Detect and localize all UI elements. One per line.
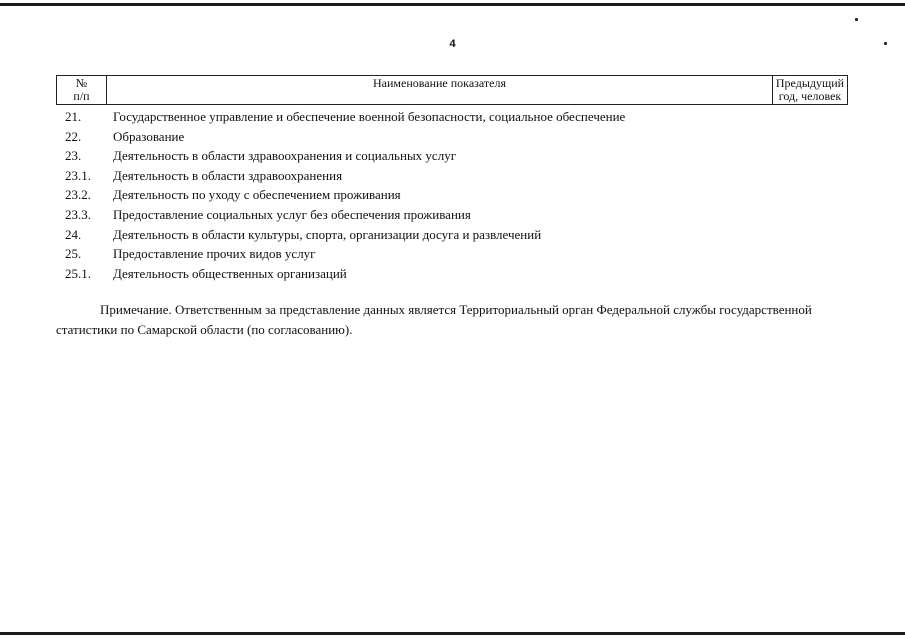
table-row <box>65 205 845 225</box>
row-name: Деятельность по уходу с обеспечением проживания <box>113 187 401 203</box>
row-name: Предоставление социальных услуг без обеспечения проживания <box>113 206 471 222</box>
table-row <box>65 166 845 186</box>
page-number: 4 <box>449 38 456 50</box>
header-num-line: п/п <box>73 89 90 103</box>
header-num-line: № <box>75 76 88 90</box>
row-name: Деятельность общественных организаций <box>113 265 347 281</box>
row-name: Деятельность в области здравоохранения <box>113 167 343 183</box>
header-prev-year-column <box>773 76 847 104</box>
row-name: Образование <box>113 128 185 144</box>
header-prev-line: год, человек <box>778 89 842 103</box>
table-row <box>65 127 845 147</box>
row-name: Деятельность в области здравоохранения и социальных услуг <box>113 148 457 164</box>
row-number: 23.1. <box>65 167 91 183</box>
row-name: Предоставление прочих видов услуг <box>113 246 316 262</box>
row-name: Деятельность в области культуры, спорта, организации досуга и развлечений <box>113 226 542 242</box>
table-row <box>65 185 845 205</box>
table-row <box>65 264 845 284</box>
row-name: Государственное управление и обеспечение военной безопасности, социальное обеспечение <box>113 109 626 124</box>
row-number: 25.1. <box>65 265 91 281</box>
header-num-column <box>57 76 107 104</box>
row-number: 21. <box>65 109 82 124</box>
indicator-list <box>65 107 845 283</box>
row-number: 23.2. <box>65 187 91 203</box>
header-name-column: Наименование показателя <box>107 76 773 104</box>
table-row <box>65 107 845 127</box>
header-prev-line: Предыдущий <box>775 76 845 90</box>
scan-border-bottom <box>0 632 905 635</box>
row-number: 23. <box>65 148 82 164</box>
table-row <box>65 225 845 245</box>
row-number: 23.3. <box>65 206 91 222</box>
table-header <box>56 75 848 105</box>
row-number: 22. <box>65 128 82 144</box>
footnote: Примечание. Ответственным за представление данных является Территориальный орган Федеральной службы государственной статистики по Самарской области (по согласованию). <box>56 302 812 337</box>
scan-speck <box>855 18 858 21</box>
row-number: 25. <box>65 246 82 262</box>
table-row <box>65 244 845 264</box>
scan-border-top <box>0 3 905 6</box>
table-row <box>65 146 845 166</box>
row-number: 24. <box>65 226 82 242</box>
